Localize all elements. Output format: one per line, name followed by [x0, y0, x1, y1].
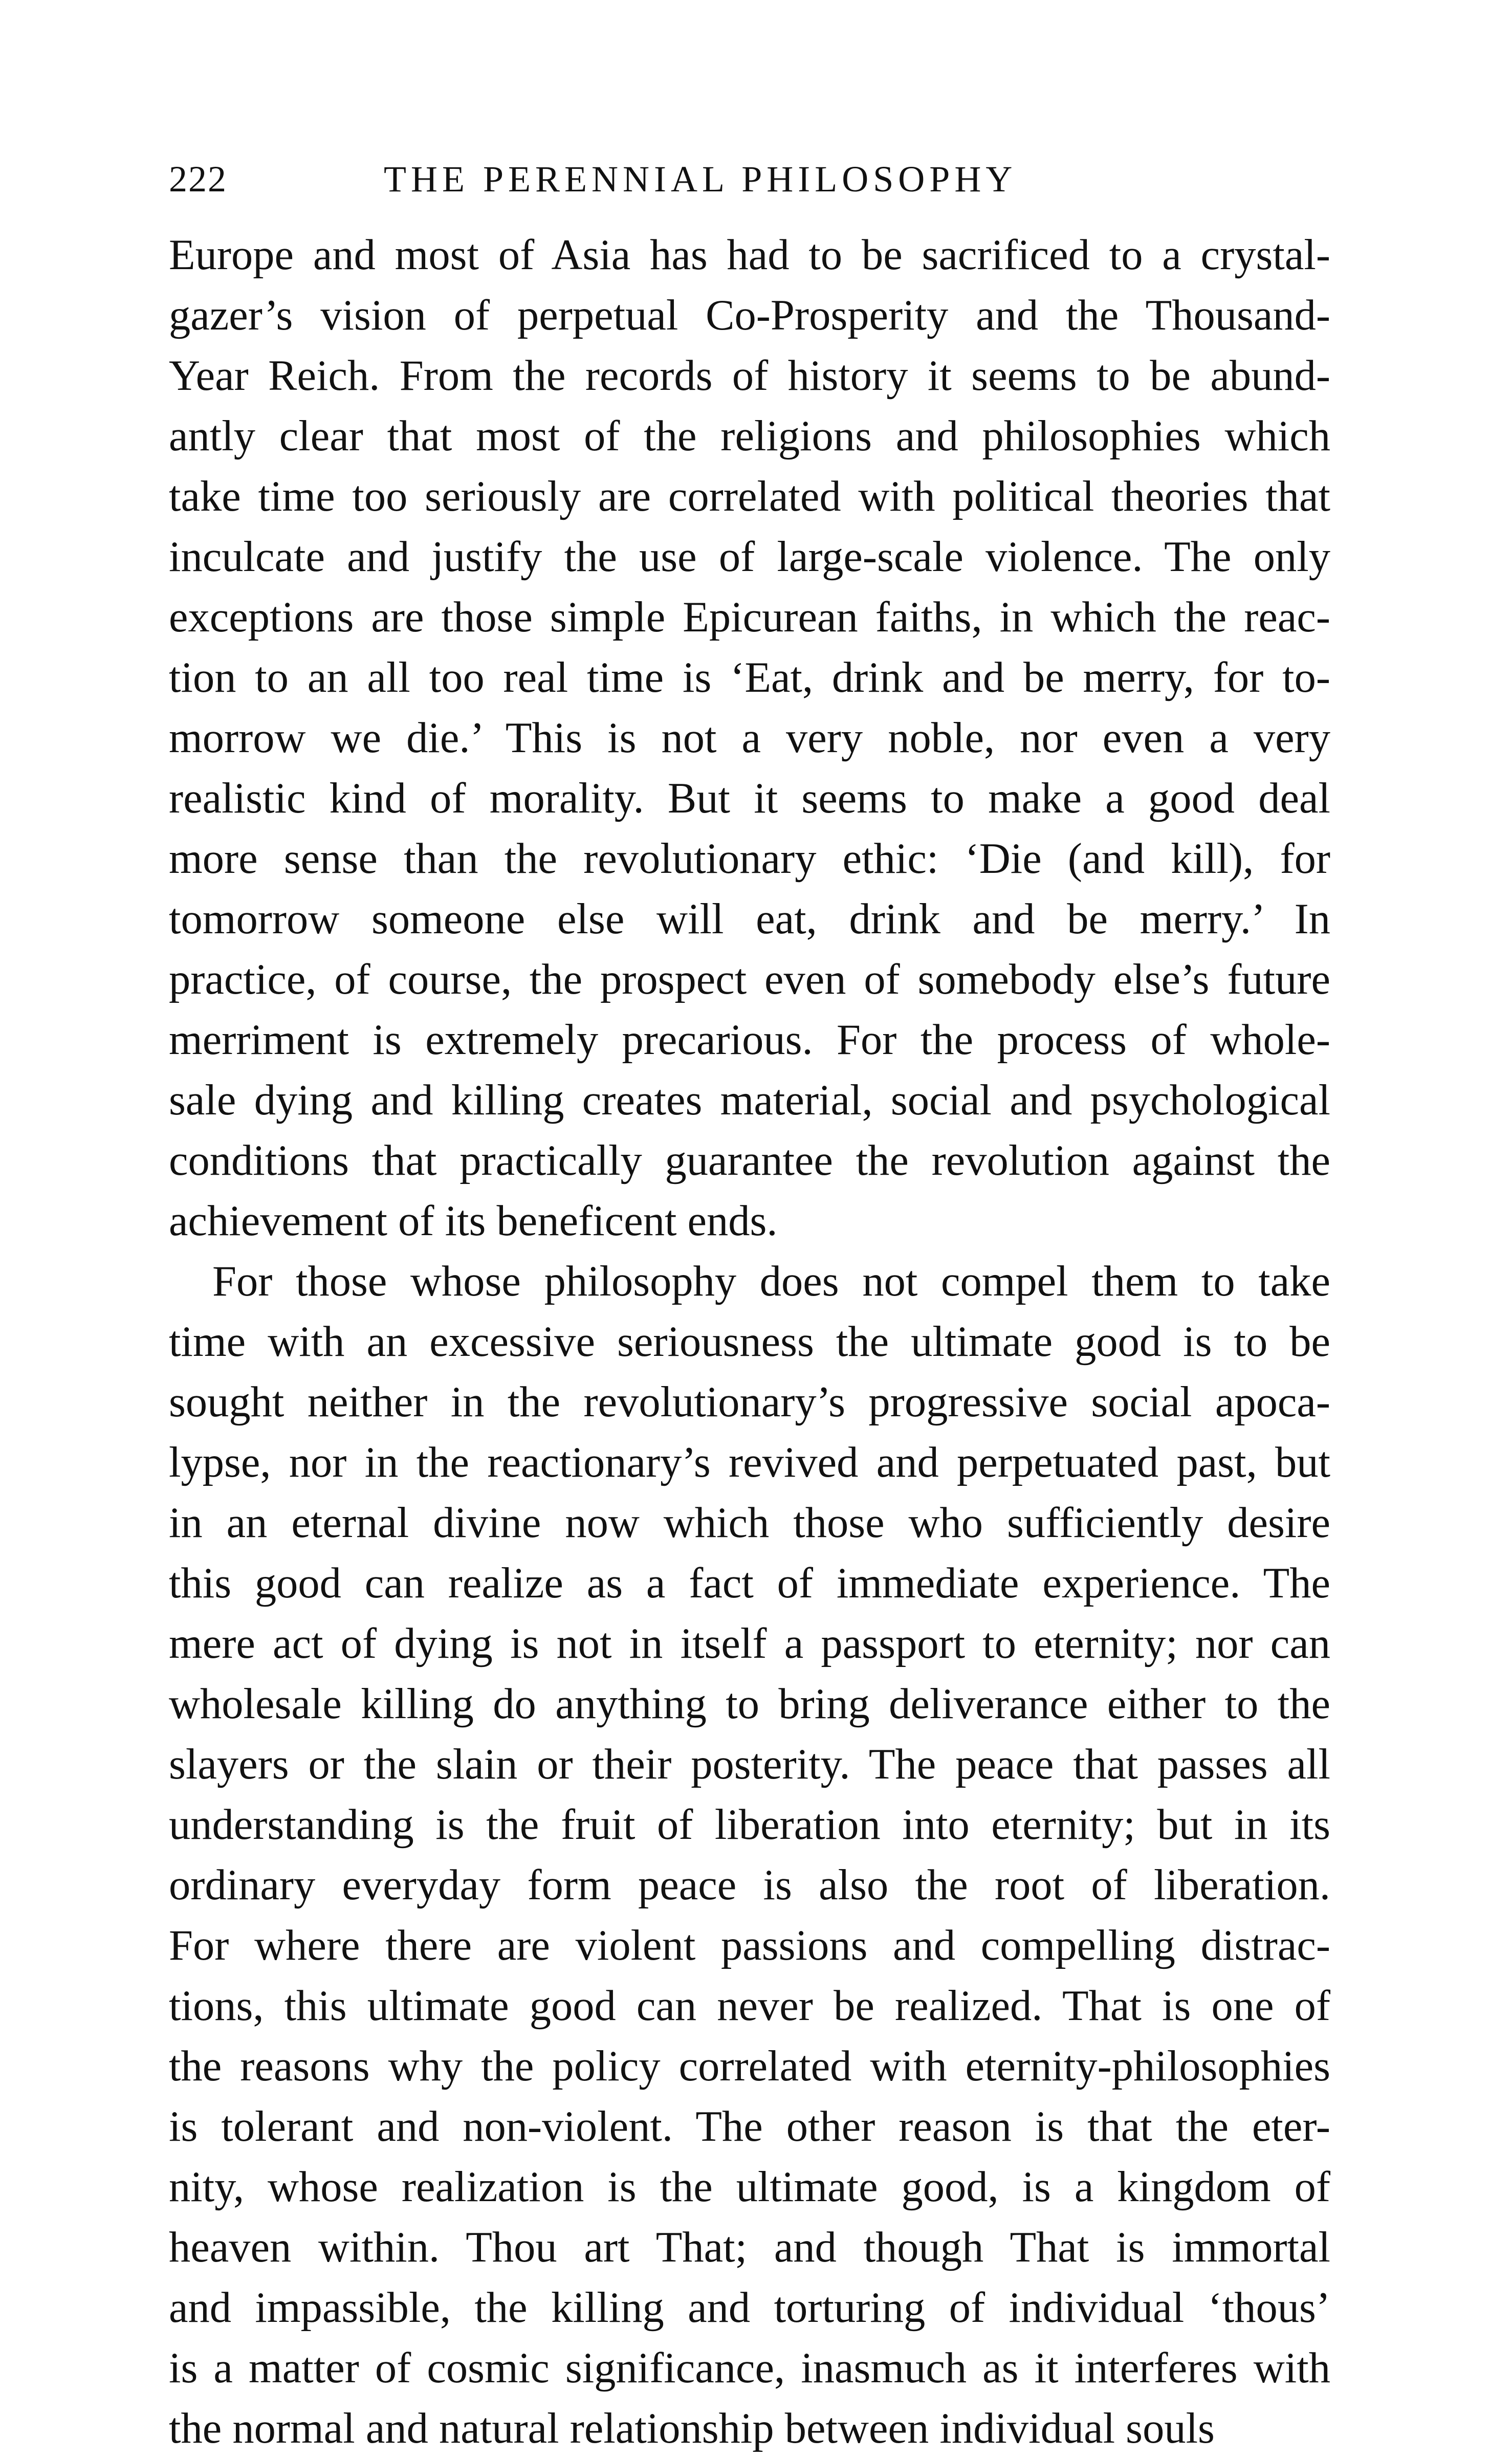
text-line: For those whose philosophy does not compel them to take	[212, 1258, 1330, 1305]
text-line: time with an excessive seriousness the ultimate good is to be	[169, 1318, 1330, 1366]
body-text	[169, 225, 1330, 2459]
page-number: 222	[169, 159, 227, 200]
text-line: sale dying and killing creates material, social and psychological	[169, 1077, 1330, 1124]
text-line: Europe and most of Asia has had to be sacrificed to a crystal-	[169, 231, 1330, 279]
text-line: sought neither in the revolutionary’s progressive social apoca-	[169, 1378, 1330, 1426]
text-line: tomorrow someone else will eat, drink and be merry.’ In	[169, 895, 1330, 943]
text-line: tions, this ultimate good can never be realized. That is one of	[169, 1982, 1330, 2030]
paragraph	[169, 1252, 1330, 2459]
text-line: morrow we die.’ This is not a very noble, nor even a very	[169, 714, 1330, 762]
text-line: conditions that practically guarantee the revolution against the	[169, 1137, 1330, 1184]
text-line: more sense than the revolutionary ethic: ‘Die (and kill), for	[169, 835, 1330, 883]
text-line: achievement of its beneficent ends.	[169, 1197, 778, 1245]
text-line: in an eternal divine now which those who sufficiently desire	[169, 1499, 1330, 1547]
text-line: and impassible, the killing and torturing of individual ‘thous’	[169, 2284, 1330, 2332]
text-line: heaven within. Thou art That; and though That is immortal	[169, 2224, 1330, 2271]
text-line: lypse, nor in the reactionary’s revived and perpetuated past, but	[169, 1439, 1330, 1486]
text-line: gazer’s vision of perpetual Co-Prosperity and the Thousand-	[169, 292, 1330, 339]
text-line: the reasons why the policy correlated with eternity-philosophies	[169, 2043, 1330, 2090]
book-page	[169, 148, 1330, 2459]
text-line: understanding is the fruit of liberation into eternity; but in its	[169, 1801, 1330, 1849]
text-line: realistic kind of morality. But it seems to make a good deal	[169, 775, 1330, 822]
text-line: is tolerant and non-violent. The other reason is that the eter-	[169, 2103, 1330, 2150]
text-line: exceptions are those simple Epicurean faiths, in which the reac-	[169, 594, 1330, 641]
text-line: wholesale killing do anything to bring deliverance either to the	[169, 1680, 1330, 1728]
text-line: Year Reich. From the records of history it seems to be abund-	[169, 352, 1330, 400]
text-line: this good can realize as a fact of immediate experience. The	[169, 1560, 1330, 1607]
text-line: inculcate and justify the use of large-scale violence. The only	[169, 533, 1330, 581]
text-line: mere act of dying is not in itself a passport to eternity; nor can	[169, 1620, 1330, 1667]
text-line: is a matter of cosmic significance, inasmuch as it interferes with	[169, 2344, 1330, 2392]
text-line: take time too seriously are correlated with political theories that	[169, 473, 1330, 520]
text-line: the normal and natural relationship between individual souls	[169, 2405, 1215, 2452]
text-line: practice, of course, the prospect even of somebody else’s future	[169, 956, 1330, 1003]
running-head	[169, 148, 1330, 210]
paragraph	[169, 225, 1330, 1252]
running-title: THE PERENNIAL PHILOSOPHY	[384, 159, 1017, 200]
text-line: antly clear that most of the religions and philosophies which	[169, 412, 1330, 460]
text-line: merriment is extremely precarious. For the process of whole-	[169, 1016, 1330, 1064]
text-line: ordinary everyday form peace is also the root of liberation.	[169, 1861, 1330, 1909]
text-line: slayers or the slain or their posterity. The peace that passes all	[169, 1741, 1330, 1788]
text-line: nity, whose realization is the ultimate good, is a kingdom of	[169, 2163, 1330, 2211]
text-line: For where there are violent passions and compelling distrac-	[169, 1922, 1330, 1969]
text-line: tion to an all too real time is ‘Eat, drink and be merry, for to-	[169, 654, 1330, 701]
